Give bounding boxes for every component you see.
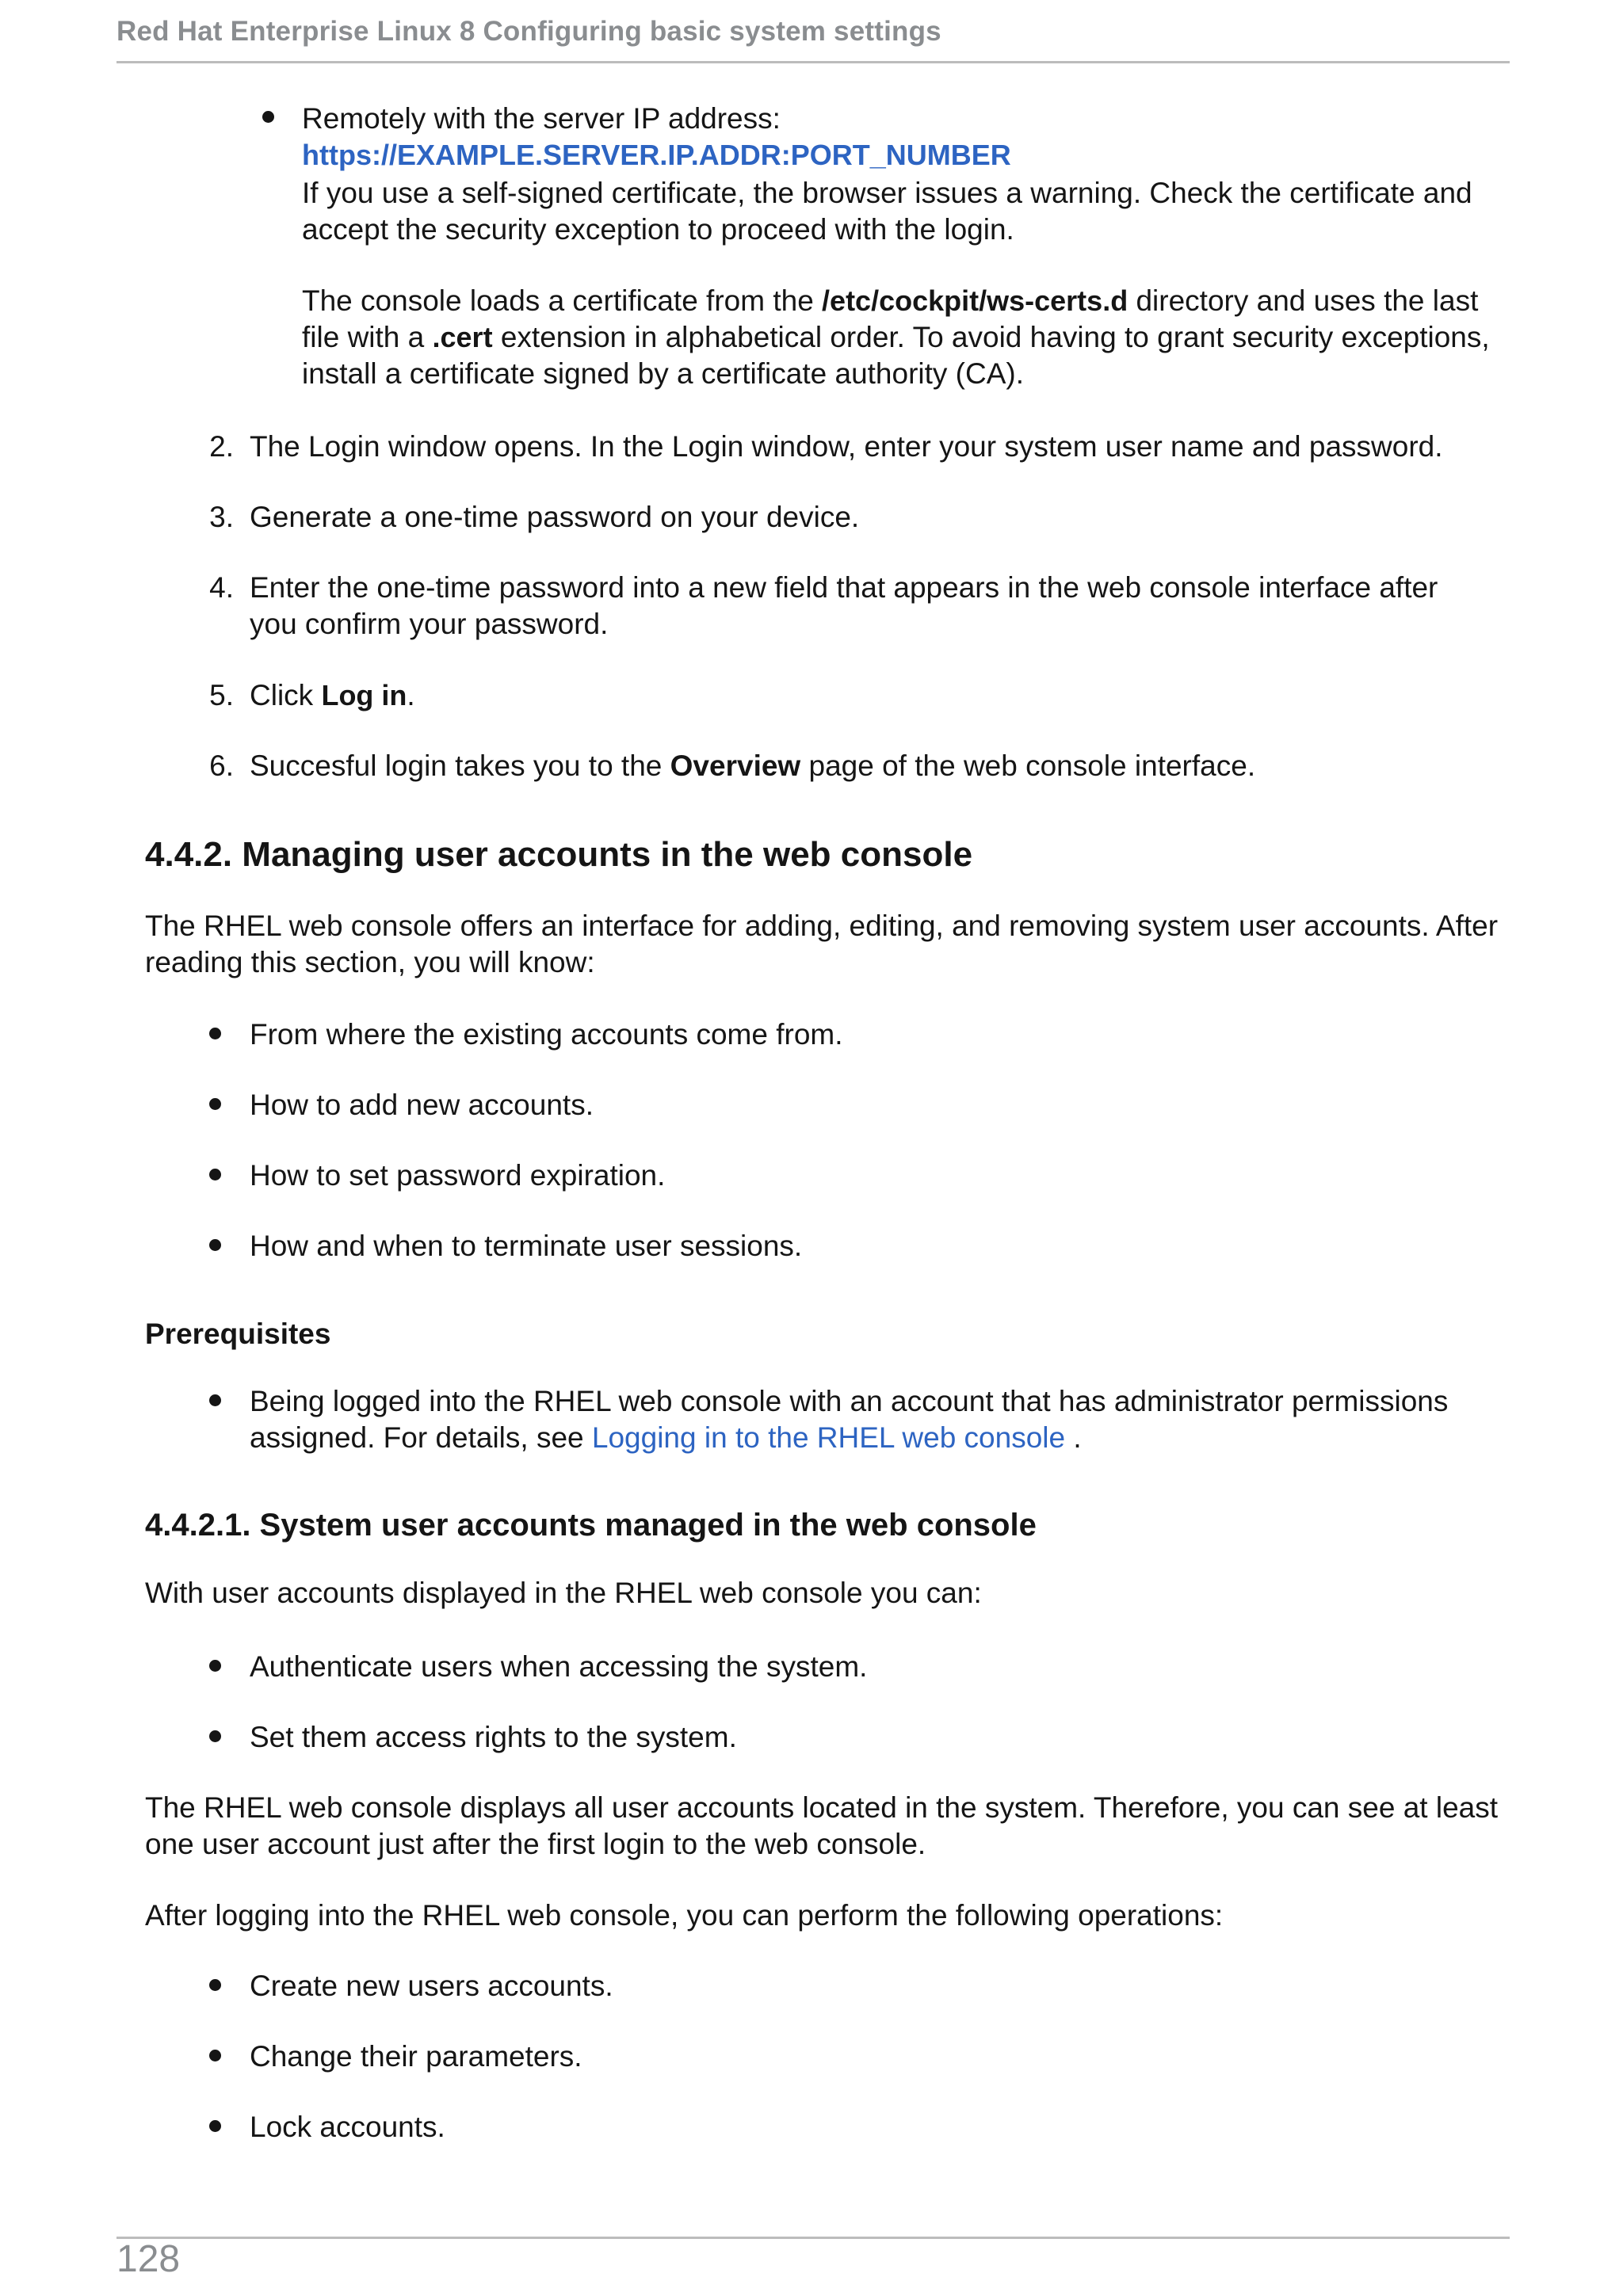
accounts-paragraph: The RHEL web console displays all user accounts located in the system. Therefore, you can see at least one user account just after the first login to the web console. [145,1791,1499,1860]
cert-text-2: directory and uses the last file with a [302,284,1479,353]
remote-intro [302,101,1483,137]
step-number: 3. [209,501,234,533]
step-number: 4. [209,571,234,604]
step-post: page of the web console interface. [800,749,1256,782]
remote-url-line [302,137,1483,174]
list-item: Create new users accounts. [250,1970,613,2002]
bullet-icon [209,1239,221,1251]
list-item: From where the existing accounts come from. [250,1018,843,1051]
subsection-intro: With user accounts displayed in the RHEL web console you can: [145,1577,982,1609]
list-item: Authenticate users when accessing the system. [250,1650,868,1683]
footer-divider [116,2237,1510,2239]
list-item: How to set password expiration. [250,1159,666,1192]
section-intro: The RHEL web console offers an interface for adding, editing, and removing system user accounts. After reading this section, you will know: [145,910,1499,978]
subsection-heading: 4.4.2.1. System user accounts managed in the web console [145,1508,1037,1543]
cert-dir: /etc/cockpit/ws-certs.d [822,284,1128,317]
step-pre: Click [250,679,322,711]
list-item: Change their parameters. [250,2040,582,2073]
bullet-icon [209,1979,221,1991]
step-text: The Login window opens. In the Login window, enter your system user name and password. [250,430,1443,463]
cert-ext: .cert [432,321,493,353]
cert-paragraph [302,283,1491,392]
bullet-icon [209,1169,221,1180]
cert-text-3: extension in alphabetical order. To avoid having to grant security exceptions, install a certificate signed by a certificate authority (CA). [302,321,1490,390]
overview-ref: Overview [670,749,801,782]
login-button-ref: Log in [321,679,407,711]
prerequisites-heading: Prerequisites [145,1318,331,1350]
cert-text-1: The console loads a certificate from the [302,284,823,317]
list-item: Lock accounts. [250,2111,445,2143]
remote-warning: If you use a self-signed certificate, the browser issues a warning. Check the certificate and accept the security exception to proceed with the login. [302,177,1472,246]
operations-intro: After logging into the RHEL web console, you can perform the following operations: [145,1899,1224,1932]
prerequisite-item [250,1383,1470,1456]
login-guide-link[interactable]: Logging in to the RHEL web console [591,1421,1066,1454]
bullet-icon [209,2050,221,2061]
step-number: 2. [209,430,234,463]
bullet-icon [209,1028,221,1039]
step-number: 5. [209,679,234,711]
server-url: https://EXAMPLE.SERVER.IP.ADDR:PORT_NUMBER [302,139,1011,171]
list-item: Set them access rights to the system. [250,1721,737,1753]
step-pre: Succesful login takes you to the [250,749,670,782]
section-heading: 4.4.2. Managing user accounts in the web console [145,835,973,874]
prereq-text: Being logged into the RHEL web console with an account that has administrator permissions assigned. For details, see [250,1385,1449,1454]
bullet-icon [209,1098,221,1110]
step-number: 6. [209,749,234,782]
bullet-icon [209,1660,221,1672]
list-item: How and when to terminate user sessions. [250,1230,803,1262]
page-number: 128 [116,2238,181,2280]
step-post: . [407,679,415,711]
bullet-icon [262,111,274,123]
bullet-icon [209,1730,221,1742]
bullet-icon [209,1394,221,1406]
step-text: Enter the one-time password into a new field that appears in the web console interface after you confirm your password. [250,571,1438,640]
step-text: Generate a one-time password on your device. [250,501,860,533]
page-header-title: Red Hat Enterprise Linux 8 Configuring basic system settings [116,16,941,47]
list-item: How to add new accounts. [250,1089,594,1121]
prereq-end: . [1065,1421,1082,1454]
header-divider [116,61,1510,63]
bullet-icon [209,2120,221,2132]
step-text [250,748,1486,784]
step-text [250,677,1486,714]
remote-intro-text: Remotely with the server IP address: [302,102,781,135]
